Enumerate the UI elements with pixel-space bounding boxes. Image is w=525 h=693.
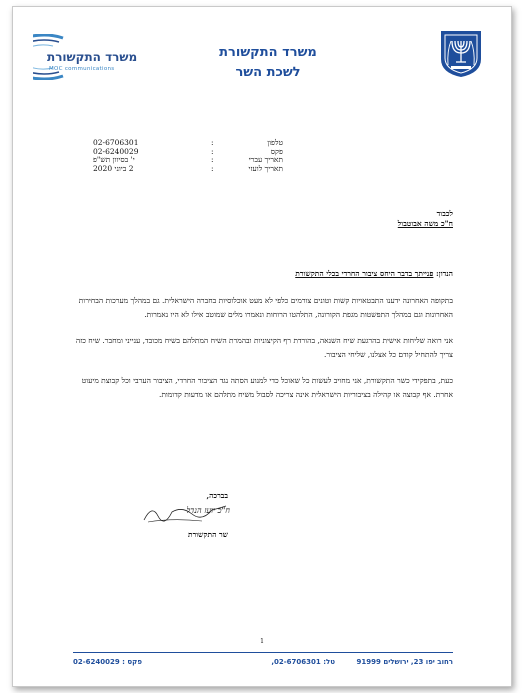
body-paragraph: בתקופה האחרונה ידענו התבטאויות קשות וטונים צורמים כלפי לא מעט אוכלוסיות בחברה הישראלית. גם במהלך מערכות הבחירות האחרונות וגם במהלך התפשטות מגפת הקורונה, התלהטו הרוחות ונאמרו מלים שמוטב אילו לא היו נאמרות. [78, 296, 453, 319]
contact-value: 02-6706301 [93, 138, 139, 147]
subject-line [73, 269, 453, 278]
state-emblem-icon [439, 29, 483, 79]
ministry-name: משרד התקשורת [219, 45, 317, 60]
contact-label: פקס [270, 146, 283, 156]
contact-value: 2 ביוני 2020 [93, 163, 134, 173]
contact-value: י' בסיוון תש"פ [93, 155, 135, 164]
signature-greeting: בברכה, [206, 491, 228, 500]
contact-value: 02-6240029 [93, 146, 139, 156]
contact-row-gregorian-date [93, 165, 283, 174]
recipient-name: ח"כ משה אבוטבול [397, 219, 453, 228]
footer-divider [73, 652, 453, 653]
ministry-heading [188, 43, 348, 83]
recipient-salutation: לכבוד [436, 209, 453, 218]
logo-text-hebrew: משרד התקשורת [47, 50, 138, 64]
contact-details [93, 139, 283, 173]
contact-colon: : [211, 146, 214, 156]
contact-colon: : [211, 163, 214, 173]
footer-address: רחוב יפו 23, ירושלים 91999 [356, 658, 453, 666]
footer-fax: פקס : 02-6240029 [73, 658, 142, 666]
subject-text: פנייתך בדבר היחס ציבור החרדי בכלי התקשורת [295, 269, 434, 278]
contact-label: טלפון [267, 138, 283, 147]
footer-phone: טל: 02-6706301, [271, 658, 335, 666]
office-name: לשכת השר [235, 65, 301, 80]
page-number: 1 [260, 638, 264, 645]
subject-prefix: הנדון: [436, 269, 453, 278]
letter-body [73, 294, 453, 414]
recipient-block [398, 209, 453, 229]
body-paragraph: כעת, בתפקידי כשר התקשורת, אני מחויב לעשות כל שאוכל כדי למנוע הסתה נגד הציבור החרדי, הציבור הערבי וכל קבוצת מיעוט אחרת. אף קבוצה או קהילה בציבוריות הישראלית אינה צריכה לסבול משיח מתלהם או מדעות קדומות. [81, 376, 453, 399]
logo-text-english: MOC communications [49, 66, 115, 72]
body-paragraph: אני רואה שליחות אישית בהרגעת שיח השנאה, בהורדת רף הקיצוניות ובהמרת השיח המתלהם בשיח מכובד, ענייני ומחבר. שיח כזה צריך להתחיל קודם כל אצלנו, שליחי הציבור. [75, 336, 453, 359]
contact-label: תאריך לועזי [248, 163, 283, 173]
signature-title: שר התקשורת [188, 530, 228, 539]
contact-colon: : [211, 138, 214, 147]
contact-label: תאריך עברי [248, 155, 283, 164]
letter-page [12, 6, 512, 687]
signature-name: ח"כ יועז הנדל [186, 506, 230, 515]
contact-colon: : [211, 155, 214, 164]
